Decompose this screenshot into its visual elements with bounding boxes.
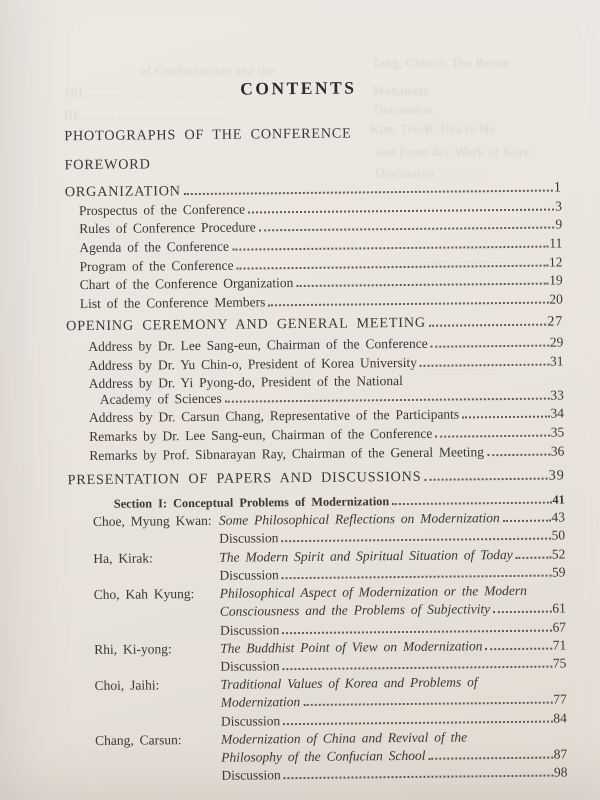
dotted-leader [281,538,550,543]
discussion-label: Discussion [219,530,279,547]
dotted-leader [420,363,549,366]
bleedthrough-line: and From day Work of Kore [376,145,530,159]
toc-entry-label: Modernization [220,694,301,711]
dotted-leader [184,190,553,196]
toc-row [66,313,563,336]
paper-title: Traditional Values of Korea and Problems of [220,674,478,692]
toc-entry-label: Philosophy of the Confucian School [221,747,426,765]
toc-list [64,122,567,786]
dotted-leader [431,345,549,348]
bleedthrough-line: of Confucianism and the [140,64,275,78]
toc-row [70,764,567,787]
paper-title: The Buddhist Point of View on Modernization [220,637,483,656]
toc-entry-label: Rules of Conference Procedure [79,219,256,237]
bleedthrough-line: ........................ [420,252,507,266]
dotted-leader [493,611,551,614]
paper-title: The Modern Spirit and Spiritual Situation of Today [219,546,513,565]
page-number: 31 [549,353,564,369]
dotted-leader [435,435,549,438]
dotted-leader [268,301,548,306]
page-number: 84 [553,709,567,726]
dotted-leader [232,246,548,251]
page-number: 98 [553,764,568,780]
author-name: Rhi, Ki-yong: [94,640,172,657]
discussion-label: Discussion [221,767,281,783]
page-number: 35 [550,424,565,440]
dotted-leader [462,416,549,419]
page-number: 77 [553,691,567,707]
toc-entry-label: Program of the Conference [79,257,234,274]
dotted-leader [296,283,548,287]
bleedthrough-line: Kim, Tee-R: Ilea to He [370,122,496,136]
page-number: 59 [551,564,566,580]
bleedthrough-line: 181........................................... [64,86,241,100]
page-number: 29 [549,334,564,350]
page-number: 11 [549,235,563,251]
toc-entry-label: OPENING CEREMONY AND GENERAL MEETING [66,315,426,335]
bleedthrough-line: Tang, Chun-i: The Recon [372,56,511,70]
dotted-leader [392,501,551,505]
toc-entry-label: Prospectus of the Conference [78,201,246,218]
dotted-leader [282,629,551,634]
paper-title: Some Philosophical Reflections on Modernization [218,510,500,529]
page-number: 3 [555,198,563,214]
toc-entry-label: Address by Dr. Yi Pyong-do, President of the National [88,373,403,392]
page-title: CONTENTS [240,77,357,99]
bleedthrough-line: Discussion .............. [375,166,490,180]
page-number: 67 [552,618,567,635]
toc-entry-label: PRESENTATION OF PAPERS AND DISCUSSIONS [67,468,422,489]
page-number: 61 [552,600,566,616]
author-name: Choe, Myung Kwan: [92,513,212,530]
dotted-leader [429,324,546,327]
dotted-leader [248,208,554,213]
toc-row [66,290,563,313]
dotted-leader [282,574,551,579]
page-number: 39 [548,467,565,484]
bleedthrough-line: III......................................... [64,108,227,122]
dotted-leader [259,227,555,232]
page-number: 1 [553,179,562,196]
toc-entry-label: Remarks by Dr. Lee Sang-eun, Chairman of the Conference [89,425,433,444]
toc-entry-label: Academy of Sciences [99,390,222,407]
toc-entry-label: Address by Dr. Yu Chin-o, President of Korea University [88,354,418,373]
toc-entry-label: FOREWORD [64,156,151,173]
bleedthrough-line: Mohandas [373,84,430,98]
bleedthrough-line: ....................... [58,742,142,756]
page-number: 9 [555,216,563,232]
paper-title: Philosophical Aspect of Modernization or the Modern [219,582,527,601]
toc-row [64,151,561,174]
toc-entry-label: Section I: Conceptual Problems of Modernization [113,493,390,511]
dotted-leader [283,720,552,725]
discussion-label: Discussion [219,621,280,638]
toc-entry-label: List of the Conference Members [79,294,266,311]
discussion-label: Discussion [219,567,279,583]
dotted-leader [284,775,553,780]
dotted-leader [485,647,551,650]
toc-entry-label: Address by Dr. Lee Sang-eun, Chairman of the Conference [88,335,428,354]
toc-row [68,467,565,490]
toc-row [67,442,564,465]
dotted-leader [429,757,553,760]
page-number: 43 [551,509,566,525]
bleedthrough-line: .................. [430,360,496,374]
toc-entry-label: PHOTOGRAPHS OF THE CONFERENCE [64,125,352,145]
author-name: Choi, Jaihi: [94,677,160,694]
dotted-leader [487,453,550,456]
page-number: 50 [551,527,566,544]
page-number: 19 [549,272,563,288]
page-number: 34 [550,405,565,421]
page-number: 36 [550,442,565,459]
page-number: 75 [552,655,567,671]
dotted-leader [303,702,552,706]
page-number: 20 [549,291,563,307]
toc-entry-label: Consciousness and the Problems of Subjectivity [219,601,491,620]
discussion-label: Discussion [220,712,281,729]
discussion-label: Discussion [220,658,280,674]
author-name: Ha, Kirak: [93,550,153,566]
toc-entry-label: ORGANIZATION [64,183,181,201]
toc-entry-label: Remarks by Prof. Sibnarayan Ray, Chairman of the General Meeting [89,443,485,463]
toc-entry-label: Agenda of the Conference [79,238,229,256]
dotted-leader [503,520,551,522]
paper-title: Modernization of China and Revival of the [221,729,468,747]
dotted-leader [237,264,548,269]
page-number: 27 [547,313,564,330]
page-number: 52 [551,546,566,562]
dotted-leader [283,666,552,671]
toc-entry-label: Address by Dr. Carsun Chang, Representative of the Participants [88,406,460,426]
toc-row [64,122,561,145]
page-number: 12 [548,254,563,270]
page-number: 87 [553,746,568,762]
dotted-leader [225,397,550,402]
page-number: 33 [550,387,564,403]
author-name: Chang, Carsun: [95,731,182,748]
dotted-leader [424,478,547,481]
page-number: 71 [552,637,567,653]
dotted-leader [516,556,551,558]
page-number: 41 [552,492,565,507]
author-name: Cho, Kah Kyung: [93,586,195,603]
bleedthrough-line: Discussion. [374,103,438,117]
toc-entry-label: Chart of the Conference Organization [79,275,294,293]
